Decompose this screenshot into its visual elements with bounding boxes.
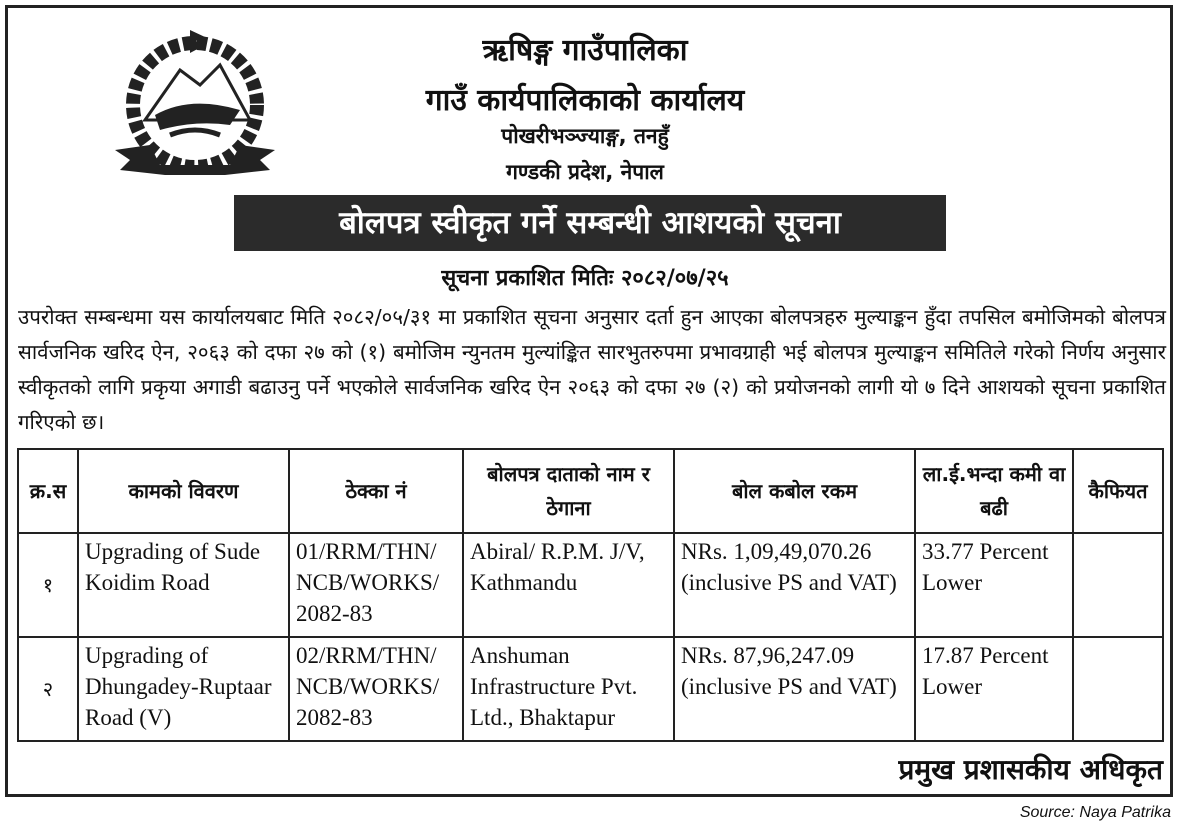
office-name: गाउँ कार्यपालिकाको कार्यालय (425, 83, 745, 118)
office-location: पोखरीभञ्ज्याङ्ग, तनहुँ (501, 124, 669, 148)
cell-amount: NRs. 1,09,49,070.26 (inclusive PS and VAT) (674, 533, 915, 637)
source-credit: Source: Naya Patrika (1019, 804, 1171, 821)
notice-body: उपरोक्त सम्बन्धमा यस कार्यालयबाट मिति २०८२/०५/३१ मा प्रकाशित सूचना अनुसार दर्ता हुन आएका बोलपत्रहरु मुल्याङ्कन हुँदा तपसिल बमोजिमको बोलपत्र सार्वजनिक खरिद ऐन, २०६३ को दफा २७ को (१) बमोजिम न्युनतम मुल्यांङ्कित सारभुतरुपमा प्रभावग्राही भई बोलपत्र मुल्याङ्कन समितिले गरेको निर्णय अनुसार स्वीकृतको लागि प्रकृया अगाडी बढाउनु पर्ने भएकोले सार्वजनिक खरिद ऐन २०६३ को दफा २७ (२) को प्रयोजनको लागी यो ७ दिने आशयको सूचना प्रकाशित गरिएको छ। (18, 305, 1166, 434)
cell-contract: 02/RRM/THN/ NCB/WORKS/ 2082-83 (289, 637, 463, 741)
cell-bidder: Anshuman Infrastructure Pvt. Ltd., Bhaktapur (463, 637, 674, 741)
cell-sn: १ (18, 533, 78, 637)
col-header-work: कामको विवरण (78, 449, 289, 533)
signatory: प्रमुख प्रशासकीय अधिकृत (898, 753, 1163, 786)
notice-title: बोलपत्र स्वीकृत गर्ने सम्बन्धी आशयको सूचना (234, 195, 946, 251)
office-province: गण्डकी प्रदेश, नेपाल (506, 160, 664, 184)
cell-remarks (1073, 637, 1163, 741)
cell-bidder: Abiral/ R.P.M. J/V, Kathmandu (463, 533, 674, 637)
cell-work: Upgrading of Sude Koidim Road (78, 533, 289, 637)
bid-table (17, 448, 1164, 742)
table-row (18, 533, 1163, 637)
cell-contract: 01/RRM/THN/ NCB/WORKS/ 2082-83 (289, 533, 463, 637)
municipality-name: ऋषिङ्ग गाउँपालिका (482, 33, 688, 68)
cell-amount: NRs. 87,96,247.09 (inclusive PS and VAT) (674, 637, 915, 741)
table-row (18, 637, 1163, 741)
col-header-bidder: बोलपत्र दाताको नाम र ठेगाना (463, 449, 674, 533)
cell-work: Upgrading of Dhungadey-Ruptaar Road (V) (78, 637, 289, 741)
table-header-row (18, 449, 1163, 533)
col-header-amount: बोल कबोल रकम (674, 449, 915, 533)
col-header-sn: क्र.स (18, 449, 78, 533)
cell-variance: 33.77 Percent Lower (915, 533, 1073, 637)
col-header-contract: ठेक्का नं (289, 449, 463, 533)
cell-sn: २ (18, 637, 78, 741)
nepal-emblem-icon (110, 25, 280, 185)
published-date: सूचना प्रकाशित मितिः २०८२/०७/२५ (441, 266, 729, 291)
cell-remarks (1073, 533, 1163, 637)
cell-variance: 17.87 Percent Lower (915, 637, 1073, 741)
col-header-remarks: कैफियत (1073, 449, 1163, 533)
col-header-variance: ला.ई.भन्दा कमी वा बढी (915, 449, 1073, 533)
